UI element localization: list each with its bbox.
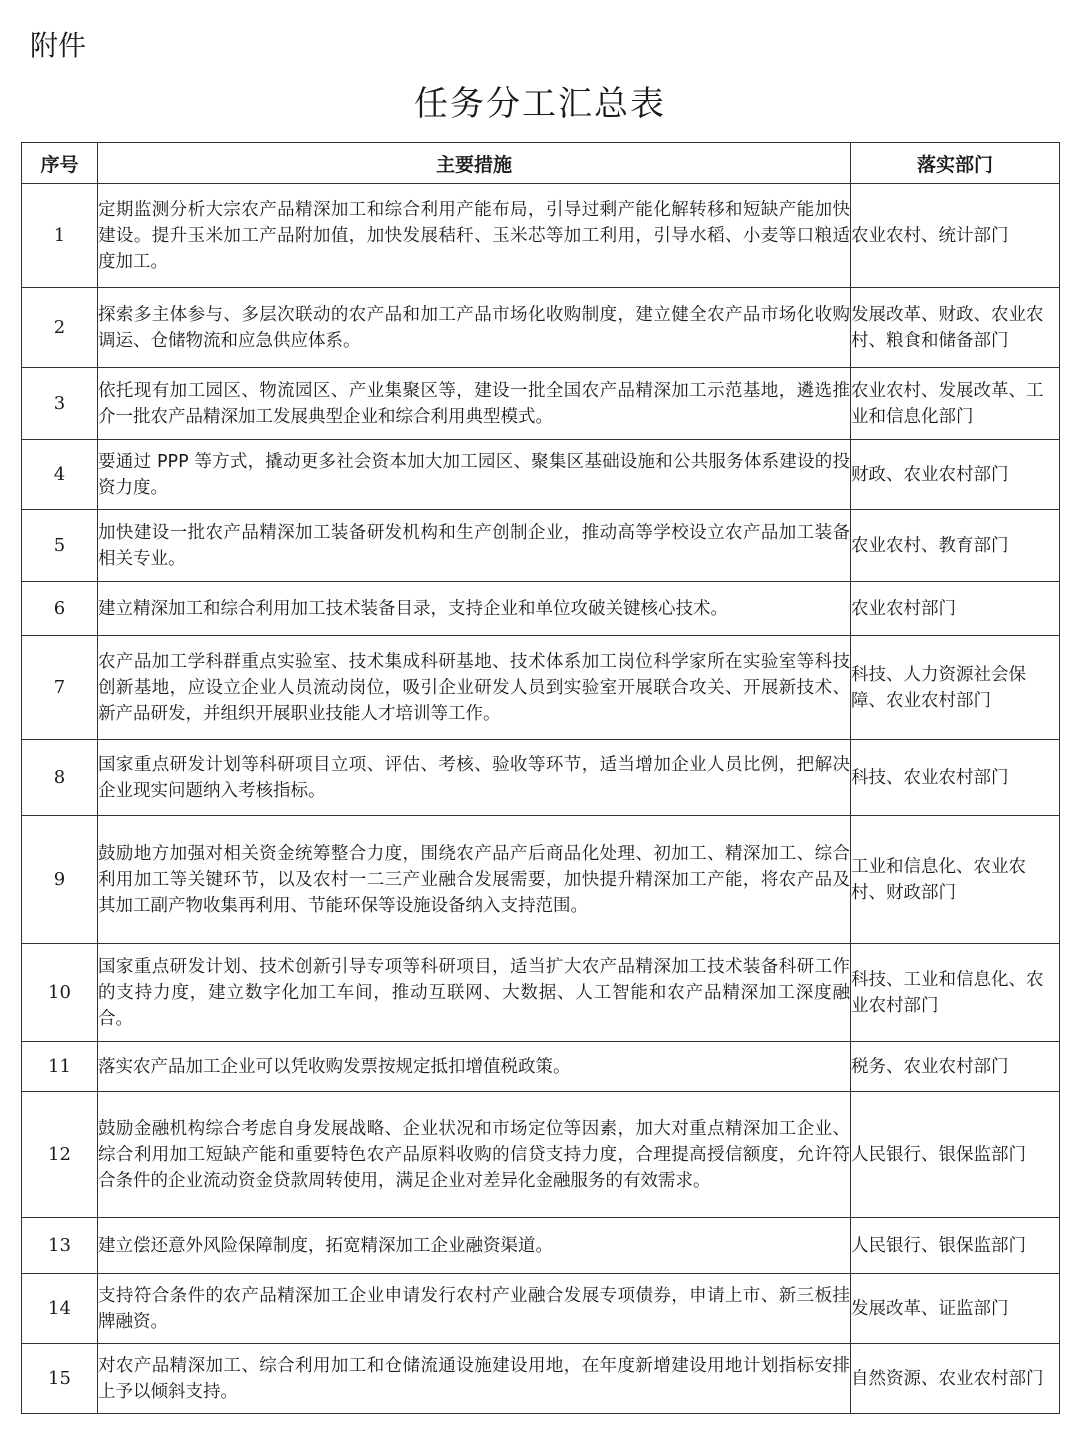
row-number: 3: [22, 368, 98, 440]
row-number: 8: [22, 740, 98, 816]
table-row: [22, 1344, 1060, 1414]
row-measure: 鼓励地方加强对相关资金统筹整合力度，围绕农产品产后商品化处理、初加工、精深加工、综合利用加工等关键环节，以及农村一二三产业融合发展需要，加快提升精深加工产能，将农产品及其加工副产物收集再利用、节能环保等设施设备纳入支持范围。: [98, 816, 851, 944]
row-number: 5: [22, 510, 98, 582]
row-number: 11: [22, 1042, 98, 1092]
row-number: 12: [22, 1092, 98, 1218]
table-row: [22, 368, 1060, 440]
row-department: 自然资源、农业农村部门: [851, 1344, 1060, 1414]
row-number: 1: [22, 184, 98, 288]
row-number: 4: [22, 440, 98, 510]
row-department: 农业农村、统计部门: [851, 184, 1060, 288]
row-department: 税务、农业农村部门: [851, 1042, 1060, 1092]
row-department: 科技、人力资源社会保障、农业农村部门: [851, 636, 1060, 740]
row-measure: 要通过 PPP 等方式，撬动更多社会资本加大加工园区、聚集区基础设施和公共服务体系建设的投资力度。: [98, 440, 851, 510]
table-row: [22, 636, 1060, 740]
attachment-label: 附件: [30, 29, 87, 62]
row-department: 农业农村部门: [851, 582, 1060, 636]
row-department: 人民银行、银保监部门: [851, 1092, 1060, 1218]
row-number: 13: [22, 1218, 98, 1274]
column-header-number: 序号: [22, 143, 98, 184]
row-department: 发展改革、财政、农业农村、粮食和储备部门: [851, 288, 1060, 368]
table-row: [22, 1092, 1060, 1218]
row-measure: 建立偿还意外风险保障制度，拓宽精深加工企业融资渠道。: [98, 1218, 851, 1274]
table-row: [22, 1274, 1060, 1344]
row-measure: 建立精深加工和综合利用加工技术装备目录，支持企业和单位攻破关键核心技术。: [98, 582, 851, 636]
row-number: 15: [22, 1344, 98, 1414]
row-measure: 对农产品精深加工、综合利用加工和仓储流通设施建设用地，在年度新增建设用地计划指标安排上予以倾斜支持。: [98, 1344, 851, 1414]
page-title: 任务分工汇总表: [414, 84, 666, 124]
row-measure: 国家重点研发计划、技术创新引导专项等科研项目，适当扩大农产品精深加工技术装备科研工作的支持力度，建立数字化加工车间，推动互联网、大数据、人工智能和农产品精深加工深度融合。: [98, 944, 851, 1042]
row-measure: 鼓励金融机构综合考虑自身发展战略、企业状况和市场定位等因素，加大对重点精深加工企业、综合利用加工短缺产能和重要特色农产品原料收购的信贷支持力度，合理提高授信额度，允许符合条件的企业流动资金贷款周转使用，满足企业对差异化金融服务的有效需求。: [98, 1092, 851, 1218]
row-number: 6: [22, 582, 98, 636]
row-number: 9: [22, 816, 98, 944]
row-department: 工业和信息化、农业农村、财政部门: [851, 816, 1060, 944]
row-measure: 定期监测分析大宗农产品精深加工和综合利用产能布局，引导过剩产能化解转移和短缺产能加快建设。提升玉米加工产品附加值，加快发展秸秆、玉米芯等加工利用，引导水稻、小麦等口粮适度加工。: [98, 184, 851, 288]
row-department: 农业农村、发展改革、工业和信息化部门: [851, 368, 1060, 440]
row-number: 10: [22, 944, 98, 1042]
row-measure: 国家重点研发计划等科研项目立项、评估、考核、验收等环节，适当增加企业人员比例，把解决企业现实问题纳入考核指标。: [98, 740, 851, 816]
row-department: 农业农村、教育部门: [851, 510, 1060, 582]
row-number: 14: [22, 1274, 98, 1344]
table-row: [22, 1218, 1060, 1274]
table-header-row: [22, 143, 1060, 184]
column-header-department: 落实部门: [851, 143, 1060, 184]
column-header-measures: 主要措施: [98, 143, 851, 184]
row-department: 科技、农业农村部门: [851, 740, 1060, 816]
row-measure: 探索多主体参与、多层次联动的农产品和加工产品市场化收购制度，建立健全农产品市场化收购调运、仓储物流和应急供应体系。: [98, 288, 851, 368]
table-row: [22, 1042, 1060, 1092]
row-measure: 支持符合条件的农产品精深加工企业申请发行农村产业融合发展专项债券，申请上市、新三板挂牌融资。: [98, 1274, 851, 1344]
row-number: 7: [22, 636, 98, 740]
table-row: [22, 816, 1060, 944]
row-number: 2: [22, 288, 98, 368]
row-department: 科技、工业和信息化、农业农村部门: [851, 944, 1060, 1042]
row-department: 发展改革、证监部门: [851, 1274, 1060, 1344]
table-row: [22, 582, 1060, 636]
table-row: [22, 510, 1060, 582]
table-row: [22, 288, 1060, 368]
task-table: [21, 142, 1060, 1414]
row-measure: 农产品加工学科群重点实验室、技术集成科研基地、技术体系加工岗位科学家所在实验室等科技创新基地，应设立企业人员流动岗位，吸引企业研发人员到实验室开展联合攻关、开展新技术、新产品研发，并组织开展职业技能人才培训等工作。: [98, 636, 851, 740]
table-row: [22, 944, 1060, 1042]
row-measure: 依托现有加工园区、物流园区、产业集聚区等，建设一批全国农产品精深加工示范基地，遴选推介一批农产品精深加工发展典型企业和综合利用典型模式。: [98, 368, 851, 440]
table-row: [22, 740, 1060, 816]
row-measure: 加快建设一批农产品精深加工装备研发机构和生产创制企业，推动高等学校设立农产品加工装备相关专业。: [98, 510, 851, 582]
row-department: 财政、农业农村部门: [851, 440, 1060, 510]
table-row: [22, 184, 1060, 288]
row-measure: 落实农产品加工企业可以凭收购发票按规定抵扣增值税政策。: [98, 1042, 851, 1092]
table-row: [22, 440, 1060, 510]
row-department: 人民银行、银保监部门: [851, 1218, 1060, 1274]
